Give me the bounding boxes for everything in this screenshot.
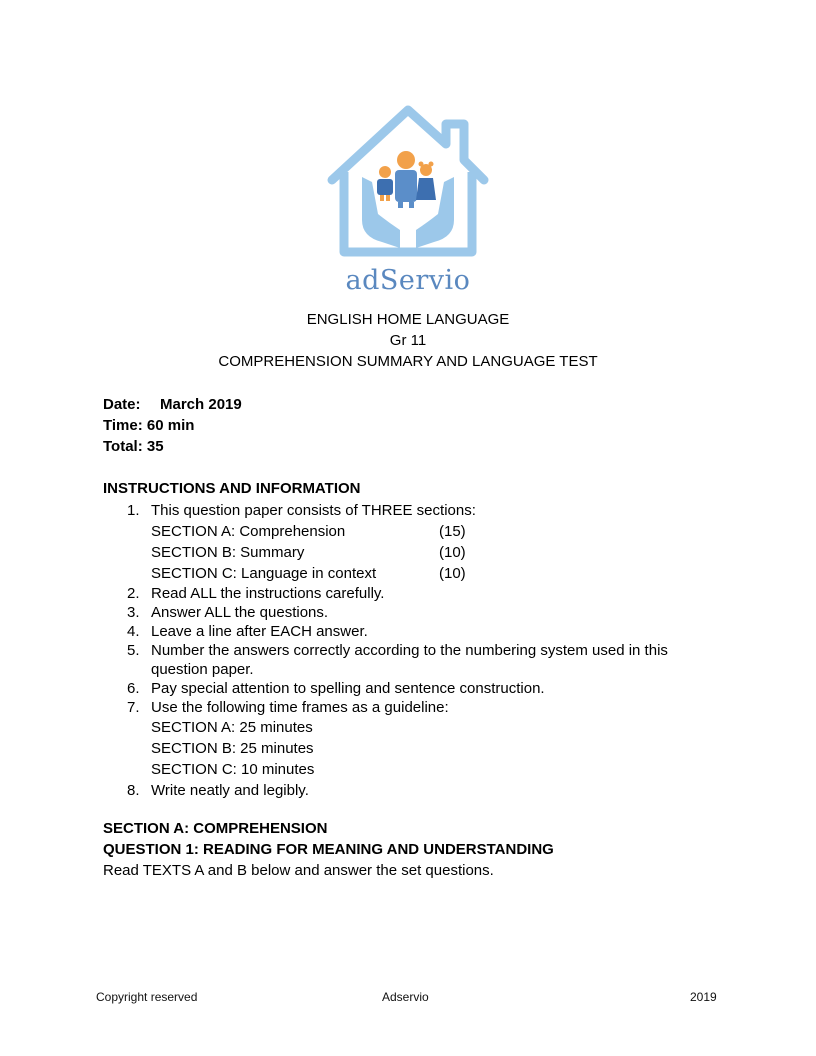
time-value: 60 min	[146, 417, 195, 434]
section-name: SECTION B: Summary	[151, 544, 305, 561]
footer-year: 2019	[690, 990, 717, 1004]
question-1-heading: QUESTION 1: READING FOR MEANING AND UNDERSTANDING	[103, 841, 554, 858]
section-a	[103, 818, 554, 881]
item-number: 4.	[127, 623, 140, 640]
date-value: March 2019	[160, 396, 242, 413]
instruction-item-3	[127, 603, 721, 622]
test-title: COMPREHENSION SUMMARY AND LANGUAGE TEST	[218, 353, 598, 370]
item-text: Number the answers correctly according to the numbering system used in this question paper.	[151, 642, 668, 678]
instruction-item-5	[127, 641, 721, 679]
adservio-logo	[322, 102, 494, 296]
item-number: 2.	[127, 585, 140, 602]
instructions-heading: INSTRUCTIONS AND INFORMATION	[103, 480, 361, 497]
item-text: Pay special attention to spelling and sentence construction.	[151, 680, 545, 697]
item-number: 3.	[127, 604, 140, 621]
instruction-item-8	[127, 780, 721, 801]
timeframe-row: SECTION A: 25 minutes	[151, 719, 313, 736]
item-text: Leave a line after EACH answer.	[151, 623, 368, 640]
instruction-item-7	[127, 698, 721, 717]
timeframe-row: SECTION B: 25 minutes	[151, 740, 314, 757]
section-a-heading: SECTION A: COMPREHENSION	[103, 820, 328, 837]
section-mark-row	[151, 563, 721, 584]
time-row	[103, 415, 242, 436]
item-number: 7.	[127, 699, 140, 716]
item-number: 6.	[127, 680, 140, 697]
footer-brand: Adservio	[382, 990, 429, 1004]
section-name: SECTION C: Language in context	[151, 565, 377, 582]
time-label: Time:	[103, 417, 143, 434]
section-name: SECTION A: Comprehension	[151, 523, 346, 540]
section-marks: (15)	[439, 523, 466, 540]
instruction-item-4	[127, 622, 721, 641]
grade-title: Gr 11	[389, 332, 427, 349]
item-text: Read ALL the instructions carefully.	[151, 585, 385, 602]
section-mark-row	[151, 542, 721, 563]
section-marks: (10)	[439, 544, 466, 561]
item-text: Use the following time frames as a guideline:	[151, 699, 449, 716]
item-text: This question paper consists of THREE sections:	[151, 502, 476, 519]
item-text: Answer ALL the questions.	[151, 604, 329, 621]
section-mark-row	[151, 521, 721, 542]
total-value: 35	[146, 438, 164, 455]
item-text: Write neatly and legibly.	[151, 782, 309, 799]
question-1-instruction: Read TEXTS A and B below and answer the set questions.	[103, 862, 494, 879]
footer-copyright: Copyright reserved	[96, 990, 198, 1004]
item-number: 5.	[127, 642, 140, 659]
date-label: Date:	[103, 396, 141, 413]
logo-brand-text: adServio	[345, 265, 471, 296]
subject-title: ENGLISH HOME LANGUAGE	[306, 311, 510, 328]
house-family-hands-icon	[322, 102, 494, 262]
document-title	[0, 309, 816, 372]
instructions-list	[127, 500, 721, 801]
total-row	[103, 436, 242, 457]
item-number: 8.	[127, 782, 140, 799]
item-number: 1.	[127, 502, 140, 519]
total-label: Total:	[103, 438, 143, 455]
timeframe-row: SECTION C: 10 minutes	[151, 761, 315, 778]
instruction-item-1	[127, 500, 721, 521]
instruction-item-6	[127, 679, 721, 698]
instruction-item-2	[127, 584, 721, 603]
date-row	[103, 394, 242, 415]
section-marks: (10)	[439, 565, 466, 582]
exam-meta	[103, 394, 242, 457]
